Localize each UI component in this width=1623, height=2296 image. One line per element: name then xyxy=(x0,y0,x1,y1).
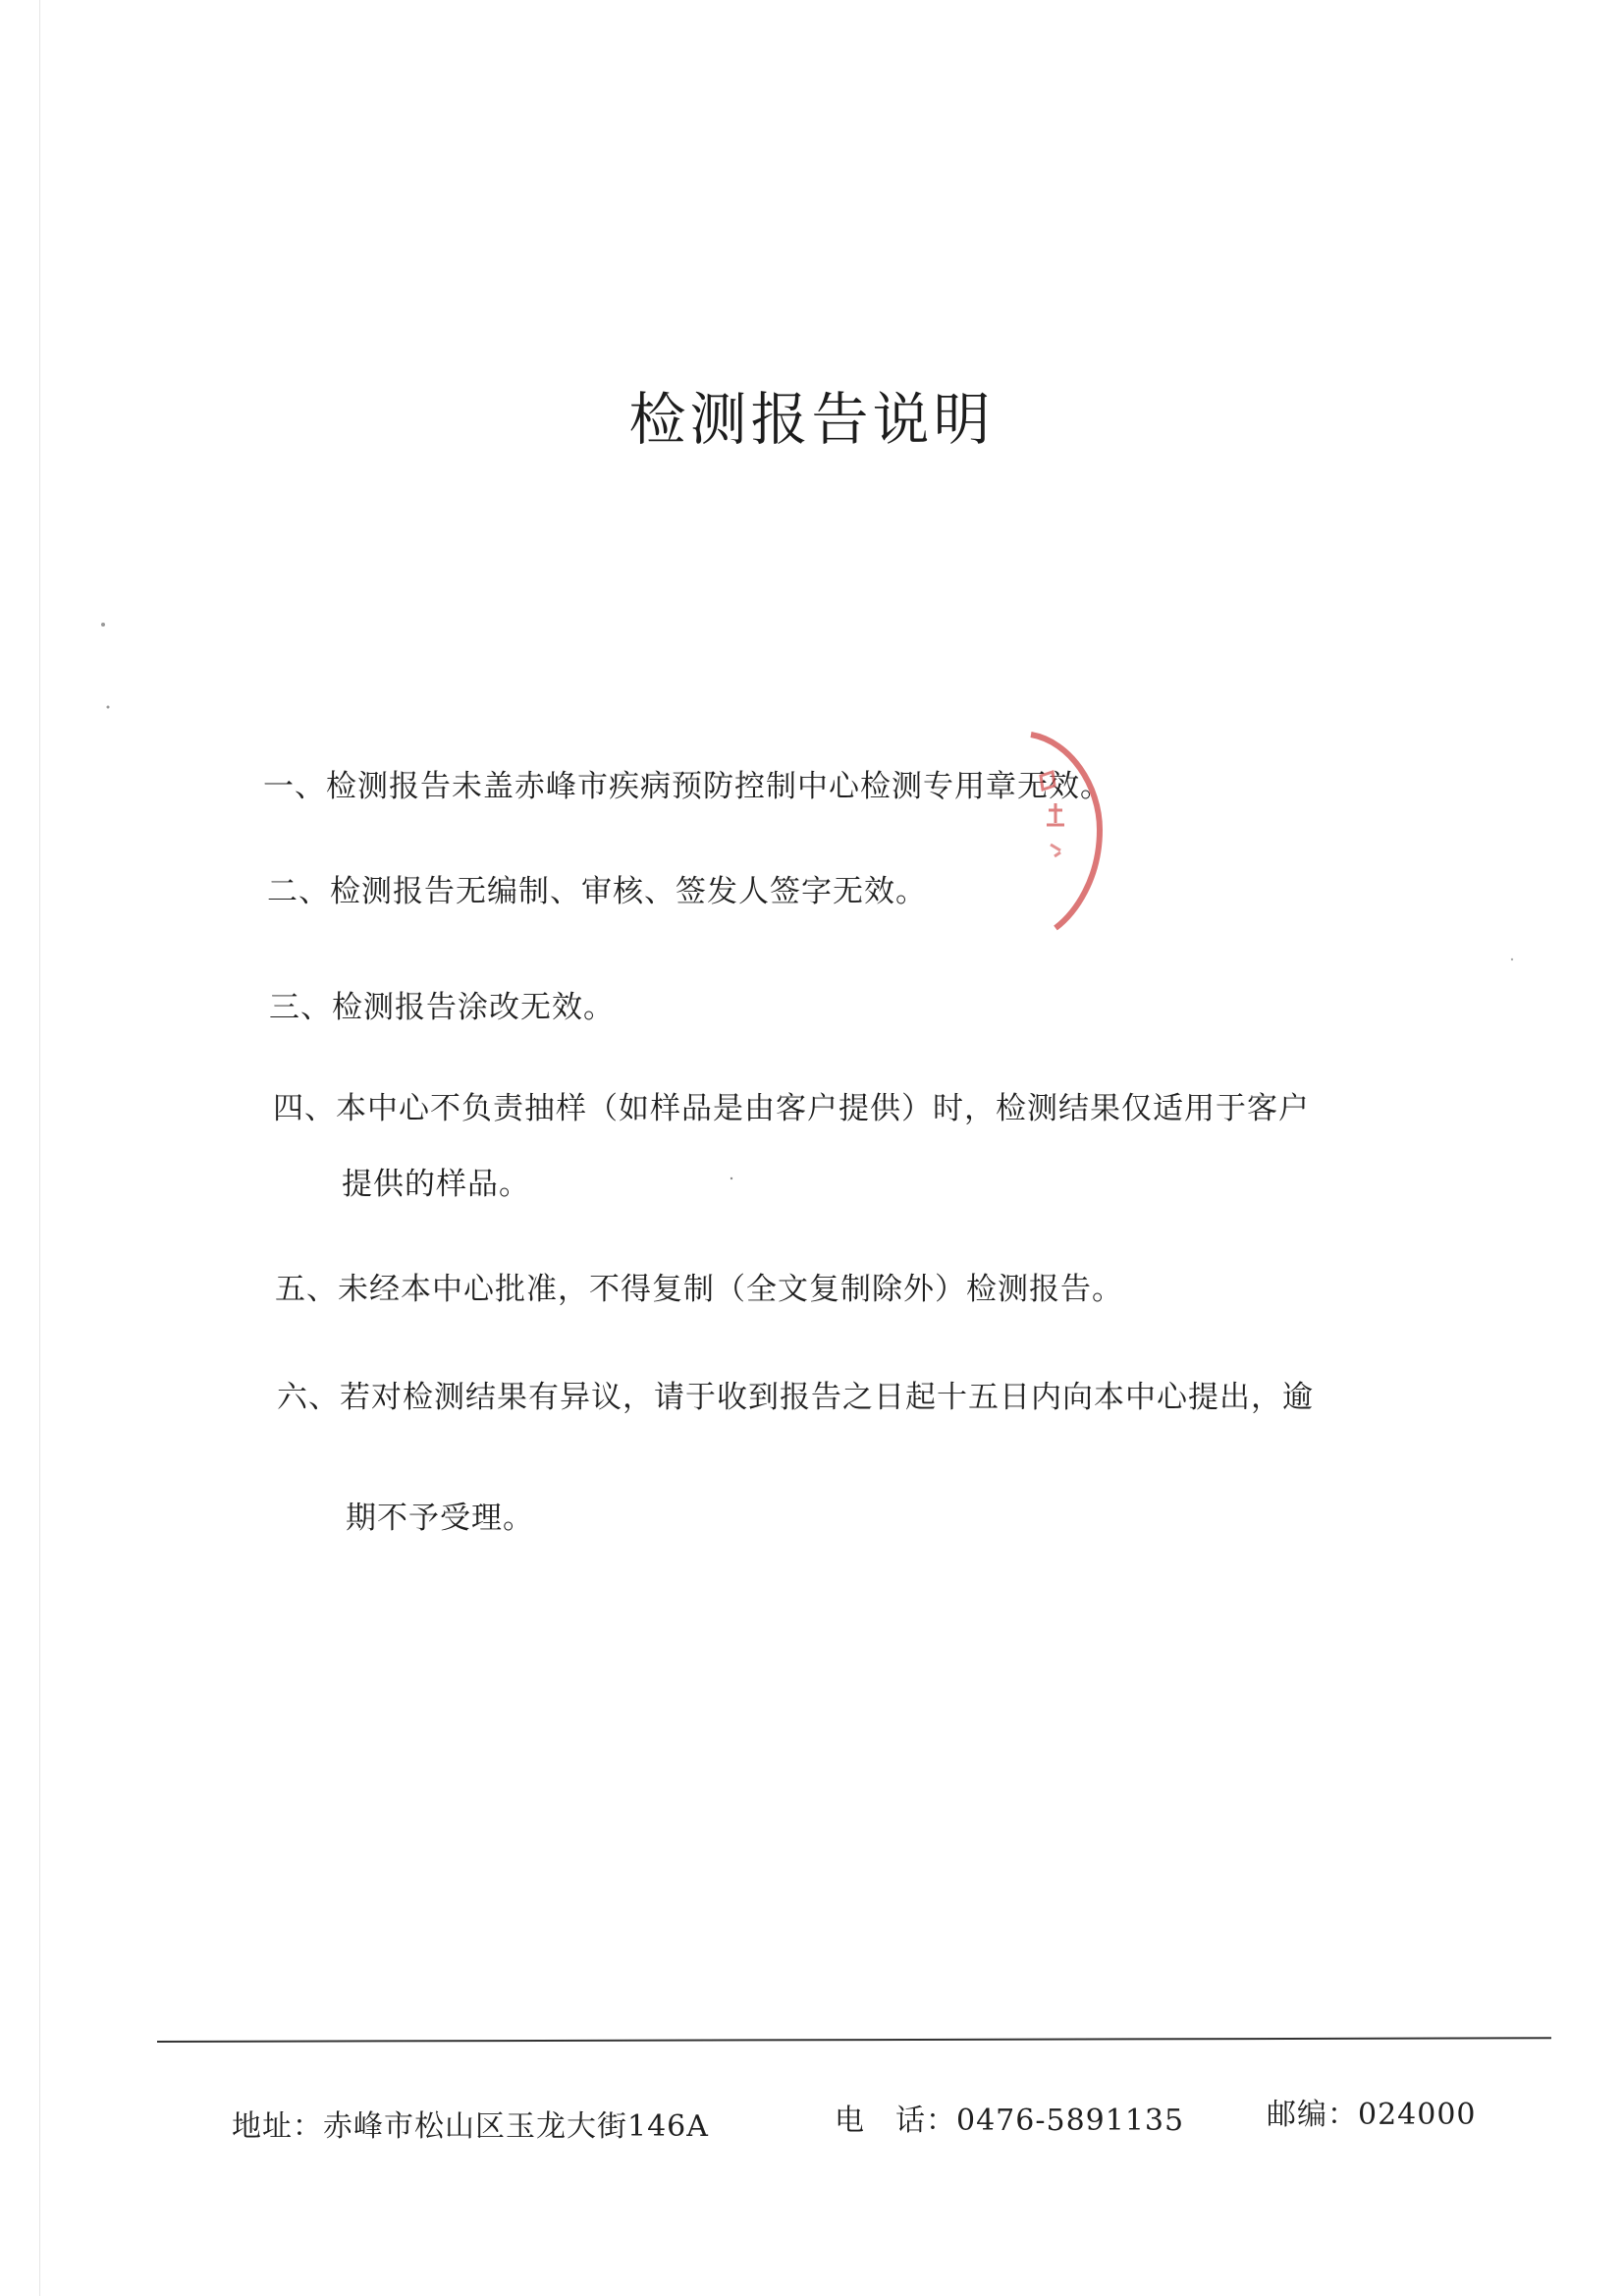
item-number: 四、 xyxy=(273,1091,336,1126)
list-item-1 xyxy=(263,761,1111,805)
item-number: 三、 xyxy=(269,990,332,1025)
item-text: 本中心不负责抽样（如样品是由客户提供）时，检测结果仅适用于客户 xyxy=(336,1091,1310,1126)
list-item-5 xyxy=(275,1264,1123,1308)
item-text: 未经本中心批准，不得复制（全文复制除外）检测报告。 xyxy=(338,1272,1123,1307)
item-text: 检测报告未盖赤峰市疾病预防控制中心检测专用章无效。 xyxy=(326,769,1111,804)
item-text: 检测报告无编制、审核、签发人签字无效。 xyxy=(330,874,927,909)
scan-edge-line xyxy=(39,0,40,2296)
item-text: 若对检测结果有异议，请于收到报告之日起十五日内向本中心提出，逾 xyxy=(340,1380,1314,1415)
footer-phone: 电 话：0476-5891135 xyxy=(835,2104,1185,2138)
footer-divider xyxy=(157,2037,1551,2043)
list-item-4-continuation: 提供的样品。 xyxy=(342,1167,530,1202)
item-number: 六、 xyxy=(277,1380,340,1415)
list-item-4 xyxy=(273,1083,1310,1127)
footer-postcode: 邮编：024000 xyxy=(1267,2098,1477,2132)
list-item-6 xyxy=(277,1372,1314,1416)
item-number: 五、 xyxy=(275,1272,338,1307)
partial-seal-stamp xyxy=(1021,717,1109,943)
item-text: 检测报告涂改无效。 xyxy=(332,990,615,1025)
list-item-3 xyxy=(269,982,615,1026)
item-number: 一、 xyxy=(263,769,326,804)
list-item-6-continuation: 期不予受理。 xyxy=(346,1501,534,1536)
footer-address: 地址：赤峰市松山区玉龙大街146A xyxy=(232,2109,709,2144)
list-item-2 xyxy=(267,866,927,910)
item-number: 二、 xyxy=(267,874,330,909)
page-title: 检测报告说明 xyxy=(628,386,995,453)
